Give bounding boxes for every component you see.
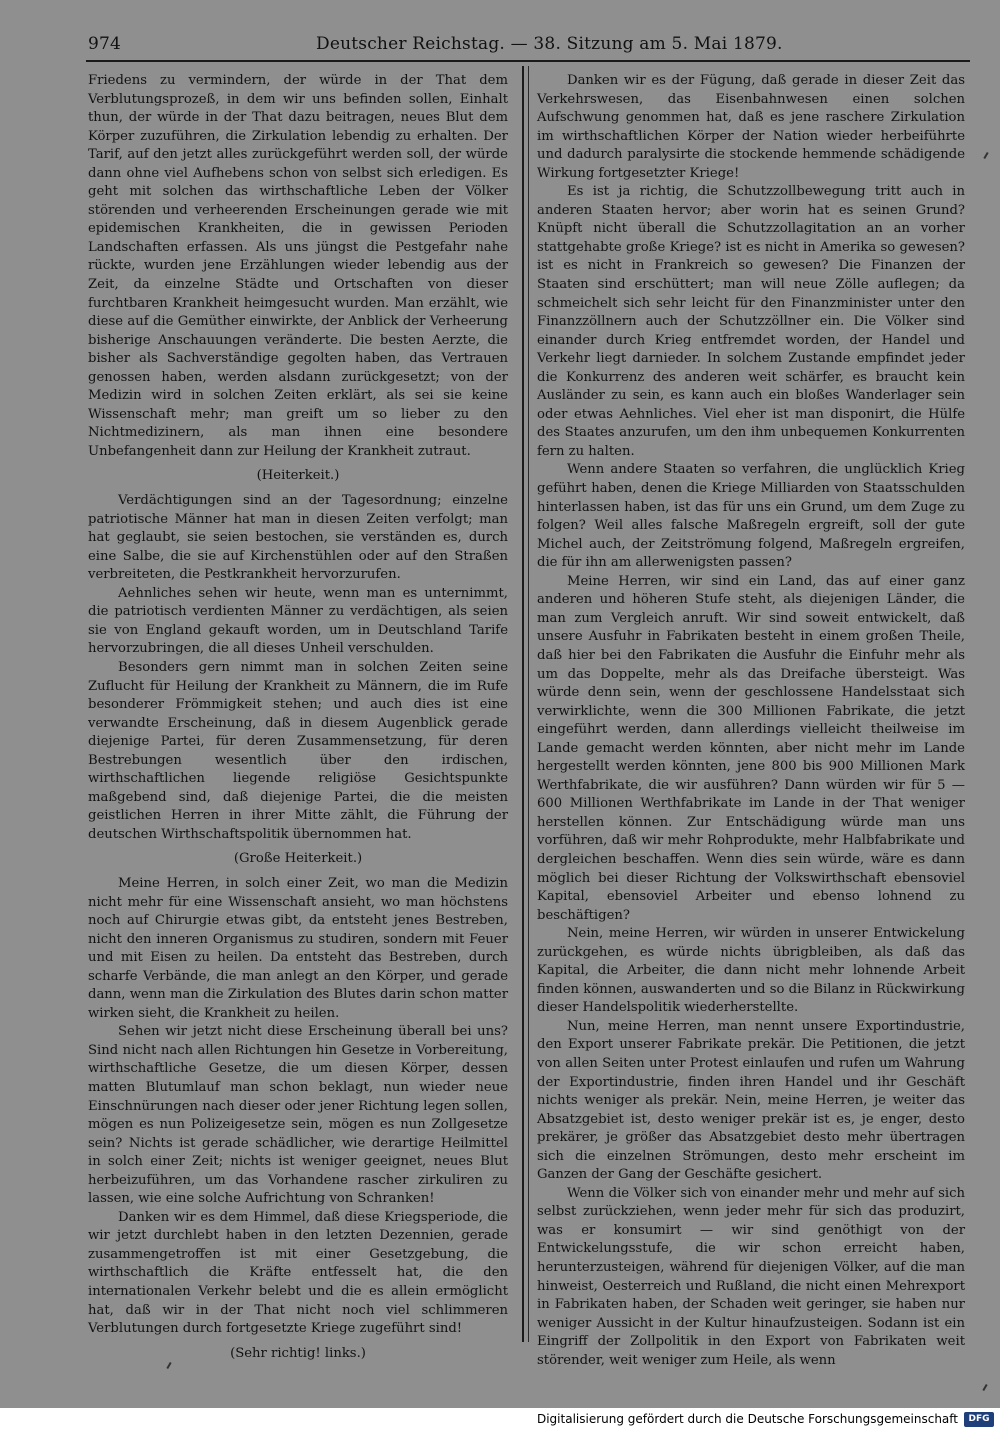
paragraph: Sehen wir jetzt nicht diese Erscheinung überall bei uns? Sind nicht nach allen Richtungen hin Gesetze in Vorbereitung, wirthschaftliche Gesetze, die um diesen Körper, dessen matten Blutumlauf man schon beklagt, nun wieder neue Einschnürungen nach dieser oder jener Richtung legen sollen, mögen es nun Polizeigesetze sein, mögen es nun Zollgesetze sein? Nichts ist gerade schädlicher, wie derartige Heilmittel in solch einer Zeit; nichts ist weniger geeignet, neues Blut herbeizuführen, um das Vorhandene rascher zirkuliren zu lassen, wie eine solche Aufrichtung von Schranken! bbox=[88, 1024, 508, 1207]
paragraph: Danken wir es der Fügung, daß gerade in dieser Zeit das Verkehrswesen, das Eisenbahnwesen einen solchen Aufschwung genommen hat, daß es jene raschere Zirkulation im wirthschaftlichen Körper der Nation wieder herbeiführte und dadurch paralysirte die stockende hemmende schädigende Wirkung fortgesetzter Kriege! bbox=[537, 73, 965, 181]
paragraph: Meine Herren, in solch einer Zeit, wo man die Medizin nicht mehr für eine Wissenschaft ansieht, wo man höchstens noch auf Chirurgie etwas gibt, da entsteht jenes Bestreben, nicht den inneren Organismus zu studiren, sondern mit Feuer und mit Eisen zu heilen. Da entsteht das Bestreben, durch scharfe Verbände, die man anlegt an den Körper, und gerade dann, wenn man die Zirkulation des Blutes darin schon matter wirken sieht, die Krankheit zu heilen. bbox=[88, 875, 508, 1021]
funding-note: Digitalisierung gefördert durch die Deutsche Forschungsgemeinschaft bbox=[536, 1412, 958, 1426]
paragraph: Wenn die Völker sich von einander mehr und mehr auf sich selbst zurückziehen, wenn jeder mehr für sich das produzirt, was er konsumirt — wir sind genöthigt von der Entwickelungsstufe, die wir schon erreicht haben, herunterzusteigen, während für diejenigen Völker, auf die man hinweist, Oesterreich und Rußland, die nicht einen Mehrexport in Fabrikaten haben, der Schaden weit geringer, sie haben nur weniger Aussicht in der Kultur hinaufzusteigen. Sodann ist ein Eingriff der Zollpolitik in den Export von Fabrikaten weit störender, weit weniger zum Heile, als wenn bbox=[537, 1185, 965, 1368]
paragraph: Wenn andere Staaten so verfahren, die unglücklich Krieg geführt haben, denen die Kriege Milliarden von Staatsschulden hinterlassen haben, ist das für uns ein Grund, um dem Zuge zu folgen? Weil alles falsche Maßregeln ergreift, soll der gute Michel auch, der Zeitströmung folgend, Maßregeln ergreifen, die für ihn am allerwenigsten passen? bbox=[537, 462, 965, 571]
stage-remark: (Große Heiterkeit.) bbox=[233, 851, 363, 867]
paragraph: Aehnliches sehen wir heute, wenn man es unternimmt, die patriotisch verdienten Männer zu verdächtigen, als seien sie von England gekauft worden, um in Deutschland Tarife hervorzubringen, die all dieses Unheil verschulden. bbox=[88, 585, 508, 657]
digitization-footer bbox=[0, 1408, 1000, 1432]
column-divider-secondary bbox=[528, 66, 529, 1342]
paragraph: Danken wir es dem Himmel, daß diese Kriegsperiode, die wir jetzt durchlebt haben in den letzten Dezennien, gerade zusammengetroffen ist mit einer Gesetzgebung, die wirthschaftlich die Kräfte entfesselt hat, die den internationalen Verkehr belebt und die es allein ermöglicht hat, daß wir in der That nicht noch viel schlimmeren Verblutungen durch fortgesetzte Kriege zugeführt sind! bbox=[88, 1209, 508, 1337]
header-rule bbox=[86, 60, 970, 62]
paragraph: Meine Herren, wir sind ein Land, das auf einer ganz anderen und höheren Stufe steht, als diejenigen Länder, die man zum Vergleich anruft. Wir sind soweit entwickelt, daß unsere Ausfuhr in Fabrikaten besteht in einem großen Theile, daß hier bei den Fabrikaten die Ausfuhr die Einfuhr mehr als um das Doppelte, mehr als das Dreifache übersteigt. Was würde denn sein, wenn der geschlossene Handelsstaat sich verwirklichte, wenn die 300 Millionen Fabrikate, die jetzt eingeführt werden, dann allerdings vielleicht theilweise im Lande gemacht werden könnten, aber nicht mehr im Lande hergestellt werden könnten, jene 800 bis 900 Millionen Mark Werthfabrikate, die wir ausführen? Dann würden wir für 5 — 600 Millionen Werthfabrikate im Lande in der That weniger herstellen können. Zur Entschädigung würde man uns vorführen, daß wir mehr Rohprodukte, mehr Halbfabrikate und dergleichen beschaffen. Wenn dies sein würde, wäre es dann möglich bei dieser Richtung der Volkswirthschaft ebensoviel Kapital, ebensoviel Arbeiter und ebenso lohnend zu beschäftigen? bbox=[537, 573, 965, 923]
page-number: 974 bbox=[88, 34, 122, 54]
column-divider bbox=[522, 66, 524, 1342]
stage-remark: (Heiterkeit.) bbox=[256, 468, 340, 484]
scan-speck bbox=[983, 152, 988, 159]
right-text-column bbox=[537, 72, 965, 1370]
paragraph: Nun, meine Herren, man nennt unsere Exportindustrie, den Export unserer Fabrikate prekär. Die Petitionen, die jetzt von allen Seiten unter Protest einlaufen und rufen um Wahrung der Exportindustrie, finden ihren Handel und ihr Geschäft nichts weniger als prekär. Nein, meine Herren, je weiter das Absatzgebiet ist, desto weniger prekär ist es, je enger, desto prekärer, je größer das Absatzgebiet desto mehr übertragen sich die einzelnen Strömungen, desto mehr erscheint im Ganzen der Gang der Geschäfte gesichert. bbox=[537, 1018, 965, 1183]
left-text-column bbox=[88, 72, 508, 1369]
paragraph: Besonders gern nimmt man in solchen Zeiten seine Zuflucht für Heilung der Krankheit zu Männern, die im Rufe besonderer Frömmigkeit stehen; und auch dies ist eine verwandte Erscheinung, daß in diesem Augenblick gerade diejenige Partei, für deren Zusammensetzung, für deren Bestrebungen wesentlich über den irdischen, wirthschaftlichen liegende religiöse Gesichtspunkte maßgebend sind, daß diejenige Partei, die die meisten geistlichen Herren in ihrer Mitte zählt, die Führung der deutschen Wirthschaftspolitik übernommen hat. bbox=[88, 659, 508, 842]
dfg-logo: DFG bbox=[964, 1412, 994, 1427]
scan-speck bbox=[982, 1384, 987, 1391]
page-header bbox=[88, 34, 970, 60]
stage-remark: (Sehr richtig! links.) bbox=[230, 1345, 366, 1361]
paragraph: Nein, meine Herren, wir würden in unserer Entwickelung zurückgehen, es würde nichts übrigbleiben, als daß das Kapital, die Arbeiter, die dann nicht mehr lohnende Arbeit finden können, auswanderten und so die Bilanz in Rückwirkung dieser Handelspolitik wiederherstellte. bbox=[537, 926, 965, 1016]
paragraph: Verdächtigungen sind an der Tagesordnung; einzelne patriotische Männer hat man in diesen Zeiten verfolgt; man hat geglaubt, sie seien bestochen, sie verständen es, durch eine Salbe, die sie auf Kirchenstühlen oder auf den Straßen verbreiteten, die Pestkrankheit hervorzurufen. bbox=[88, 493, 508, 583]
paragraph: Friedens zu vermindern, der würde in der That dem Verblutungsprozeß, in dem wir uns befinden sollen, Einhalt thun, der würde in der That dazu beitragen, neues Blut dem Körper zuzuführen, die Zirkulation lebendig zu erhalten. Der Tarif, auf den jetzt alles zurückgeführt werden soll, der würde dann ohne viel Aufhebens schon von selbst sich erledigen. Es geht mit solchen das wirthschaftliche Leben der Völker störenden und verheerenden Erscheinungen gerade wie mit epidemischen Krankheiten, die in gewissen Perioden Landschaften erfassen. Als uns jüngst die Pestgefahr nahe rückte, wurden jene Erzählungen wieder lebendig aus der Zeit, da einzelne Städte und Ortschaften von dieser furchtbaren Krankheit heimgesucht wurden. Man erzählt, wie diese auf die Gemüther einwirkte, der Anblick der Verheerung bisherige Anschauungen veränderte. Die besten Aerzte, die bisher als Sachverständige gegolten haben, das Vertrauen genossen haben, werden alsdann zurückgesetzt; von der Medizin wird in solchen Zeiten erklärt, als sei sie keine Wissenschaft mehr; man greift um so lieber zu den Nichtmedizinern, als man ihnen eine besondere Unbefangenheit dann zur Heilung der Krankheit zutraut. bbox=[88, 73, 508, 459]
paragraph: Es ist ja richtig, die Schutzzollbewegung tritt auch in anderen Staaten hervor; aber worin hat es seinen Grund? Knüpft nicht überall die Schutzzollagitation an an vorher stattgehabte große Kriege? ist es nicht in Amerika so gewesen? ist es nicht in Frankreich so gewesen? Die Finanzen der Staaten sind erschüttert; man will neue Zölle auflegen; da schmeichelt sich sehr leicht für den Finanzminister unter den Finanzzöllnern auch der Schutzzöllner ein. Die Völker sind einander durch Krieg entfremdet worden, der Handel und Verkehr liegt darnieder. In solchem Zustande empfindet jeder die Konkurrenz des anderen weit schärfer, es braucht kein Ausländer zu sein, es kann auch ein bloßes Wanderlager sein oder etwas Aehnliches. Viel eher ist man disponirt, die Hülfe des Staates anzurufen, um den ihm unbequemen Konkurrenten fern zu halten. bbox=[537, 184, 965, 459]
running-title: Deutscher Reichstag. — 38. Sitzung am 5. Mai 1879. bbox=[316, 34, 783, 54]
